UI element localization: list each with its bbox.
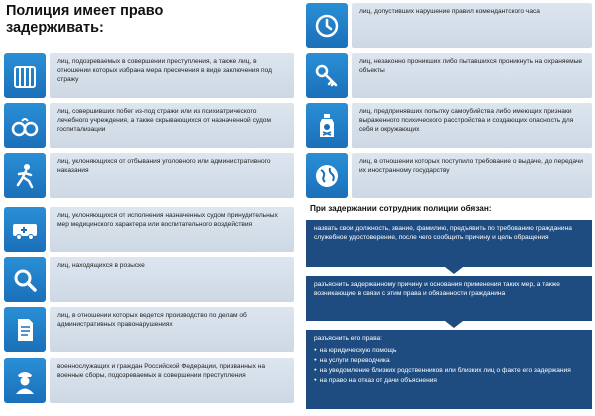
item-text: лиц, уклоняющихся от отбывания уголовного или административного наказания	[50, 153, 294, 198]
list-item	[4, 53, 294, 98]
magnifier-icon	[4, 257, 46, 302]
list-item	[4, 307, 294, 352]
list-item	[4, 257, 294, 302]
list-item	[4, 358, 294, 403]
list-item: ● на право на отказ от дачи объяснения	[314, 375, 586, 385]
list-item	[306, 153, 592, 198]
title-line-2: задерживать:	[6, 20, 104, 36]
item-text: лиц, уклоняющихся от исполнения назначенных судом принудительных мер медицинского характера или воспитательного воздействия	[50, 207, 294, 252]
duty-box-3	[306, 330, 592, 409]
list-item: ● на уведомление близких родственников или близких лиц о факте его задержания	[314, 365, 586, 375]
duty-text: назвать свои должность, звание, фамилию, предъявить по требованию гражданина служебное удостоверение, после чего сообщить причину и цель обращения	[314, 225, 572, 241]
list-item	[4, 103, 294, 148]
list-item	[306, 53, 592, 98]
item-text: лиц, подозреваемых в совершении преступления, а также лиц, в отношении которых избрана мера пресечения в виде заключения под стражу	[50, 53, 294, 98]
prison-icon	[4, 53, 46, 98]
poison-bottle-icon	[306, 103, 348, 148]
item-text: лиц, незаконно проникших либо пытавшихся проникнуть на охраняемые объекты	[352, 53, 592, 98]
list-item	[306, 103, 592, 148]
keys-icon	[306, 53, 348, 98]
document-icon	[4, 307, 46, 352]
duty-head: разъяснить его права:	[314, 335, 382, 342]
arrow-down-icon	[445, 267, 463, 274]
item-text: лиц, совершивших побег из-под стражи или из психиатрического лечебного учреждения, а также скрывающихся от назначенной судом госпитализации	[50, 103, 294, 148]
duty-box-1	[306, 220, 592, 267]
list-item	[4, 207, 294, 252]
item-text: лиц, предпринявших попытку самоубийства либо имеющих признаки выраженного психического расстройства и создающих опасность для себя и окружающих	[352, 103, 592, 148]
list-item: ● на юридическую помощь	[314, 345, 586, 355]
title-line-1: Полиция имеет право	[6, 3, 164, 19]
list-item	[4, 153, 294, 198]
item-text: лиц, в отношении которых ведется производство по делам об административных правонарушениях	[50, 307, 294, 352]
running-man-icon	[4, 153, 46, 198]
duty-box-2	[306, 276, 592, 321]
ambulance-icon	[4, 207, 46, 252]
arrow-down-icon	[445, 321, 463, 328]
item-text: лиц, в отношении которых поступило требование о выдаче, до передачи их иностранному государству	[352, 153, 592, 198]
handcuffs-icon	[4, 103, 46, 148]
clock-icon	[306, 3, 348, 48]
list-item	[306, 3, 592, 48]
soldier-icon	[4, 358, 46, 403]
item-text: лиц, находящихся в розыске	[50, 257, 294, 302]
rights-list	[314, 345, 586, 385]
duty-text: разъяснить задержанному причину и основания применения таких мер, а также возникающие в связи с этим права и обязанности гражданина	[314, 281, 560, 297]
item-text: лиц, допустивших нарушение правил комендантского часа	[352, 3, 592, 48]
item-text: военнослужащих и граждан Российской Федерации, призванных на военные сборы, подозреваемых в совершении преступления	[50, 358, 294, 403]
globe-icon	[306, 153, 348, 198]
duty-title: При задержании сотрудник полиции обязан:	[310, 204, 492, 213]
list-item: ● на услуги переводчика	[314, 355, 586, 365]
